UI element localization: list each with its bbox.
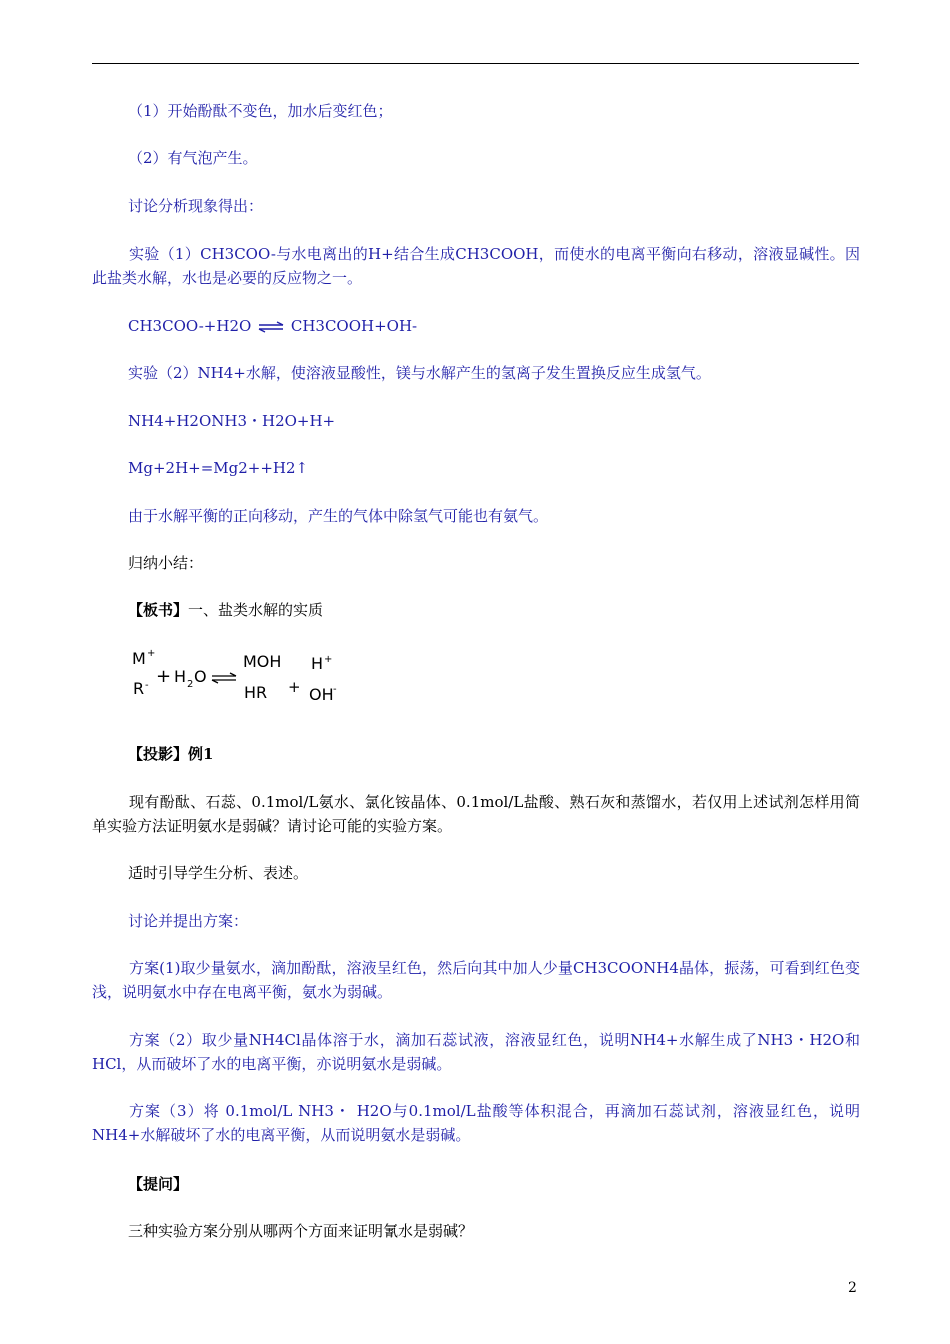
paragraph: 方案（2）取少量NH4Cl晶体溶于水，滴加石蕊试液，溶液显红色，说明NH4+水解生成了NH3・H2O和HCl，从而破坏了水的电离平衡，亦说明氨水是弱碱。 — [92, 1031, 860, 1073]
projection-label: 【投影】 — [128, 745, 189, 763]
eq-m: M — [132, 649, 146, 668]
eq-oh: OH — [309, 685, 334, 704]
board-label: 【板书】 — [128, 601, 189, 619]
hydrolysis-equation-svg — [128, 644, 388, 706]
equation-right: CH3COOH+OH- — [290, 317, 418, 335]
equation-line — [128, 314, 417, 338]
text-line: 讨论并提出方案： — [128, 912, 249, 930]
board-heading — [128, 598, 323, 622]
text-line: 实验（2）NH4+水解，使溶液显酸性，镁与水解产生的氢离子发生置换反应生成氢气。 — [128, 364, 711, 382]
question-heading: 【提问】 — [128, 1175, 189, 1193]
text-line: （2）有气泡产生。 — [128, 149, 258, 167]
board-text: 一、盐类水解的实质 — [188, 601, 324, 619]
text-line: （1）开始酚酞不变色，加水后变红色； — [128, 102, 393, 120]
text-line: 由于水解平衡的正向移动，产生的气体中除氢气可能也有氨气。 — [128, 507, 549, 525]
eq-h: H — [174, 667, 187, 686]
eq-plus-2: + — [288, 678, 301, 696]
eq-hr: HR — [244, 683, 268, 702]
equilibrium-arrow-icon — [257, 321, 285, 333]
paragraph: 方案(1)取少量氨水，滴加酚酞，溶液呈红色，然后向其中加人少量CH3COONH4晶体，振荡，可看到红色变浅，说明氨水中存在电离平衡，氨水为弱碱。 — [92, 959, 860, 1001]
eq-r: R — [133, 679, 145, 698]
eq-sub2: 2 — [187, 679, 194, 690]
text-line: Mg+2H+=Mg2++H2↑ — [128, 459, 309, 477]
paragraph: 实验（1）CH3COO-与水电离出的H+结合生成CH3COOH，而使水的电离平衡向右移动，溶液显碱性。因此盐类水解，水也是必要的反应物之一。 — [92, 245, 860, 287]
eq-r-sup: - — [145, 680, 149, 691]
text-line: 讨论分析现象得出： — [128, 197, 264, 215]
hydrolysis-equation-figure — [128, 644, 388, 706]
text-line: 三种实验方案分别从哪两个方面来证明氰水是弱碱？ — [128, 1222, 474, 1240]
equilibrium-arrow-icon — [212, 673, 236, 683]
eq-plus-1: + — [156, 666, 172, 687]
text-line: NH4+H2ONH3・H2O+H+ — [128, 412, 336, 430]
eq-oh-sup: - — [333, 684, 337, 695]
eq-hplus: H — [311, 654, 324, 673]
projection-heading — [128, 742, 213, 766]
eq-m-sup: + — [147, 648, 156, 659]
page-number: 2 — [848, 1280, 857, 1296]
text-line: 适时引导学生分析、表述。 — [128, 864, 309, 882]
eq-moh: MOH — [243, 652, 282, 671]
eq-o: O — [194, 667, 207, 686]
header-rule — [92, 63, 859, 64]
paragraph: 现有酚酞、石蕊、0.1mol/L氨水、氯化铵晶体、0.1mol/L盐酸、熟石灰和蒸馏水，若仅用上述试剂怎样用简单实验方法证明氨水是弱碱？请讨论可能的实验方案。 — [92, 793, 860, 835]
text-line: 归纳小结： — [128, 554, 204, 572]
projection-text: 例1 — [188, 745, 214, 763]
paragraph: 方案（3）将 0.1mol/L NH3・ H2O与0.1mol/L盐酸等体积混合，再滴加石蕊试剂，溶液显红色，说明NH4+水解破坏了水的电离平衡，从而说明氨水是弱碱。 — [92, 1102, 860, 1144]
eq-hplus-sup: + — [324, 654, 333, 665]
equation-left: CH3COO-+H2O — [128, 317, 252, 335]
